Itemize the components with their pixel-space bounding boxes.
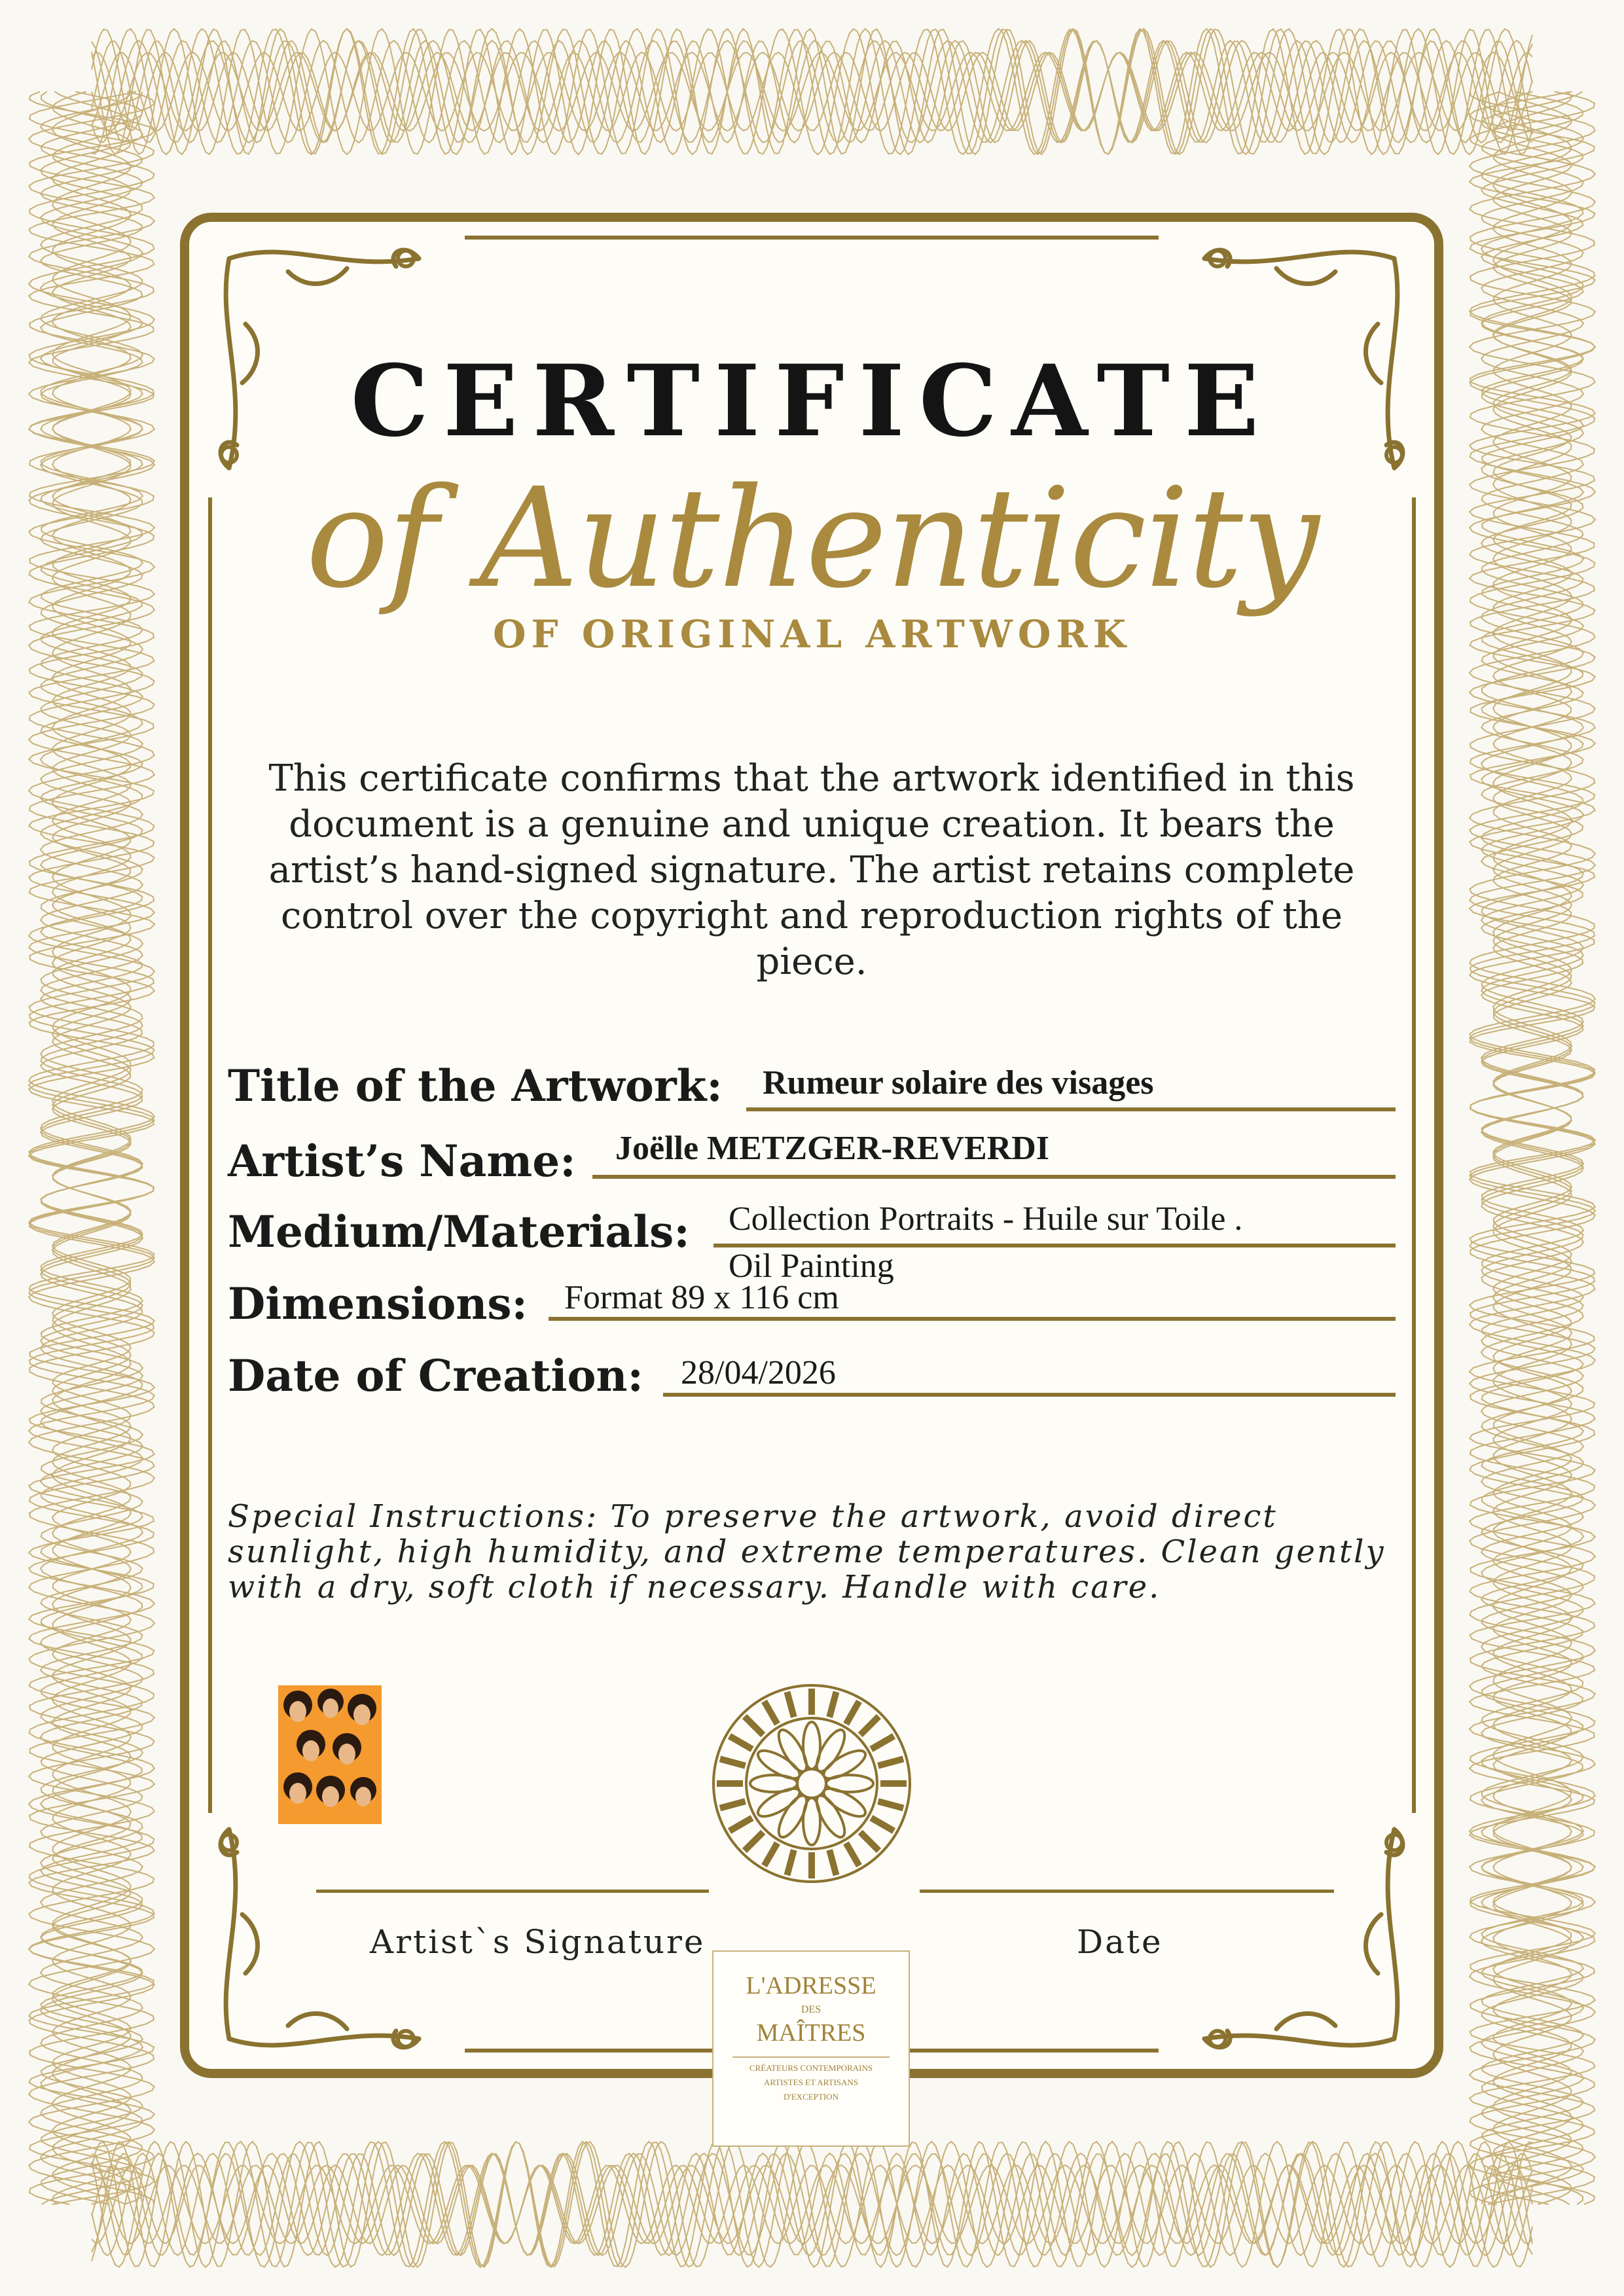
authenticity-script: of Authenticity <box>306 458 1318 619</box>
left-rule <box>208 497 212 1813</box>
artist-signature-label: Artist`s Signature <box>370 1923 706 1961</box>
special-instructions: Special Instructions: To preserve the artwork, avoid direct sunlight, high humidity, and extreme temperatures. Clean gently with a dry, soft cloth if necessary. Handle with care. <box>228 1498 1386 1605</box>
artwork-thumbnail <box>278 1685 382 1824</box>
logo-tag1: CRÉATEURS CONTEMPORAINS <box>749 2063 873 2073</box>
logo-line1: L'ADRESSE <box>746 1972 876 2000</box>
dimensions-label: Dimensions: <box>228 1278 528 1329</box>
top-rule <box>465 236 1159 240</box>
medium-value-line2: Oil Painting <box>729 1247 894 1285</box>
certificate-title: CERTIFICATE <box>350 344 1274 459</box>
date-signature-line <box>920 1890 1334 1893</box>
date-signature-label: Date <box>1077 1923 1163 1961</box>
adresse-des-maitres-logo <box>712 1950 910 2147</box>
title-label: Title of the Artwork: <box>228 1060 723 1111</box>
artist-value: Joëlle METZGER-REVERDI <box>615 1130 1049 1167</box>
statement-paragraph: This certificate confirms that the artwork identified in this document is a genuine and unique creation. It bears the artist’s hand-signed signature. The artist retains complete control over the copyright and reproduction rights of the piece. <box>268 757 1355 983</box>
artist-signature-line <box>316 1890 709 1893</box>
title-value: Rumeur solaire des visages <box>763 1064 1154 1102</box>
date-underline <box>663 1393 1396 1397</box>
right-rule <box>1412 497 1416 1813</box>
mandala-seal <box>710 1682 913 1885</box>
date-label: Date of Creation: <box>228 1350 643 1401</box>
logo-tag2: ARTISTES ET ARTISANS <box>763 2077 859 2087</box>
dimensions-value: Format 89 x 116 cm <box>564 1279 839 1316</box>
certificate-subtitle: OF ORIGINAL ARTWORK <box>492 612 1132 656</box>
artist-underline <box>592 1175 1396 1179</box>
corner-flourish-bottom-right <box>1178 1816 1414 2065</box>
medium-value-line1: Collection Portraits - Huile sur Toile . <box>729 1200 1243 1238</box>
logo-divider <box>732 2056 890 2058</box>
date-value: 28/04/2026 <box>681 1354 836 1391</box>
logo-tag3: D'EXCEPTION <box>784 2092 839 2102</box>
logo-line3: MAÎTRES <box>756 2019 866 2047</box>
logo-line2: DES <box>801 2004 821 2015</box>
artist-label: Artist’s Name: <box>228 1136 576 1187</box>
dimensions-underline <box>549 1317 1396 1321</box>
title-underline <box>746 1107 1396 1111</box>
faces-illustration <box>278 1685 382 1824</box>
medium-label: Medium/Materials: <box>228 1206 690 1257</box>
